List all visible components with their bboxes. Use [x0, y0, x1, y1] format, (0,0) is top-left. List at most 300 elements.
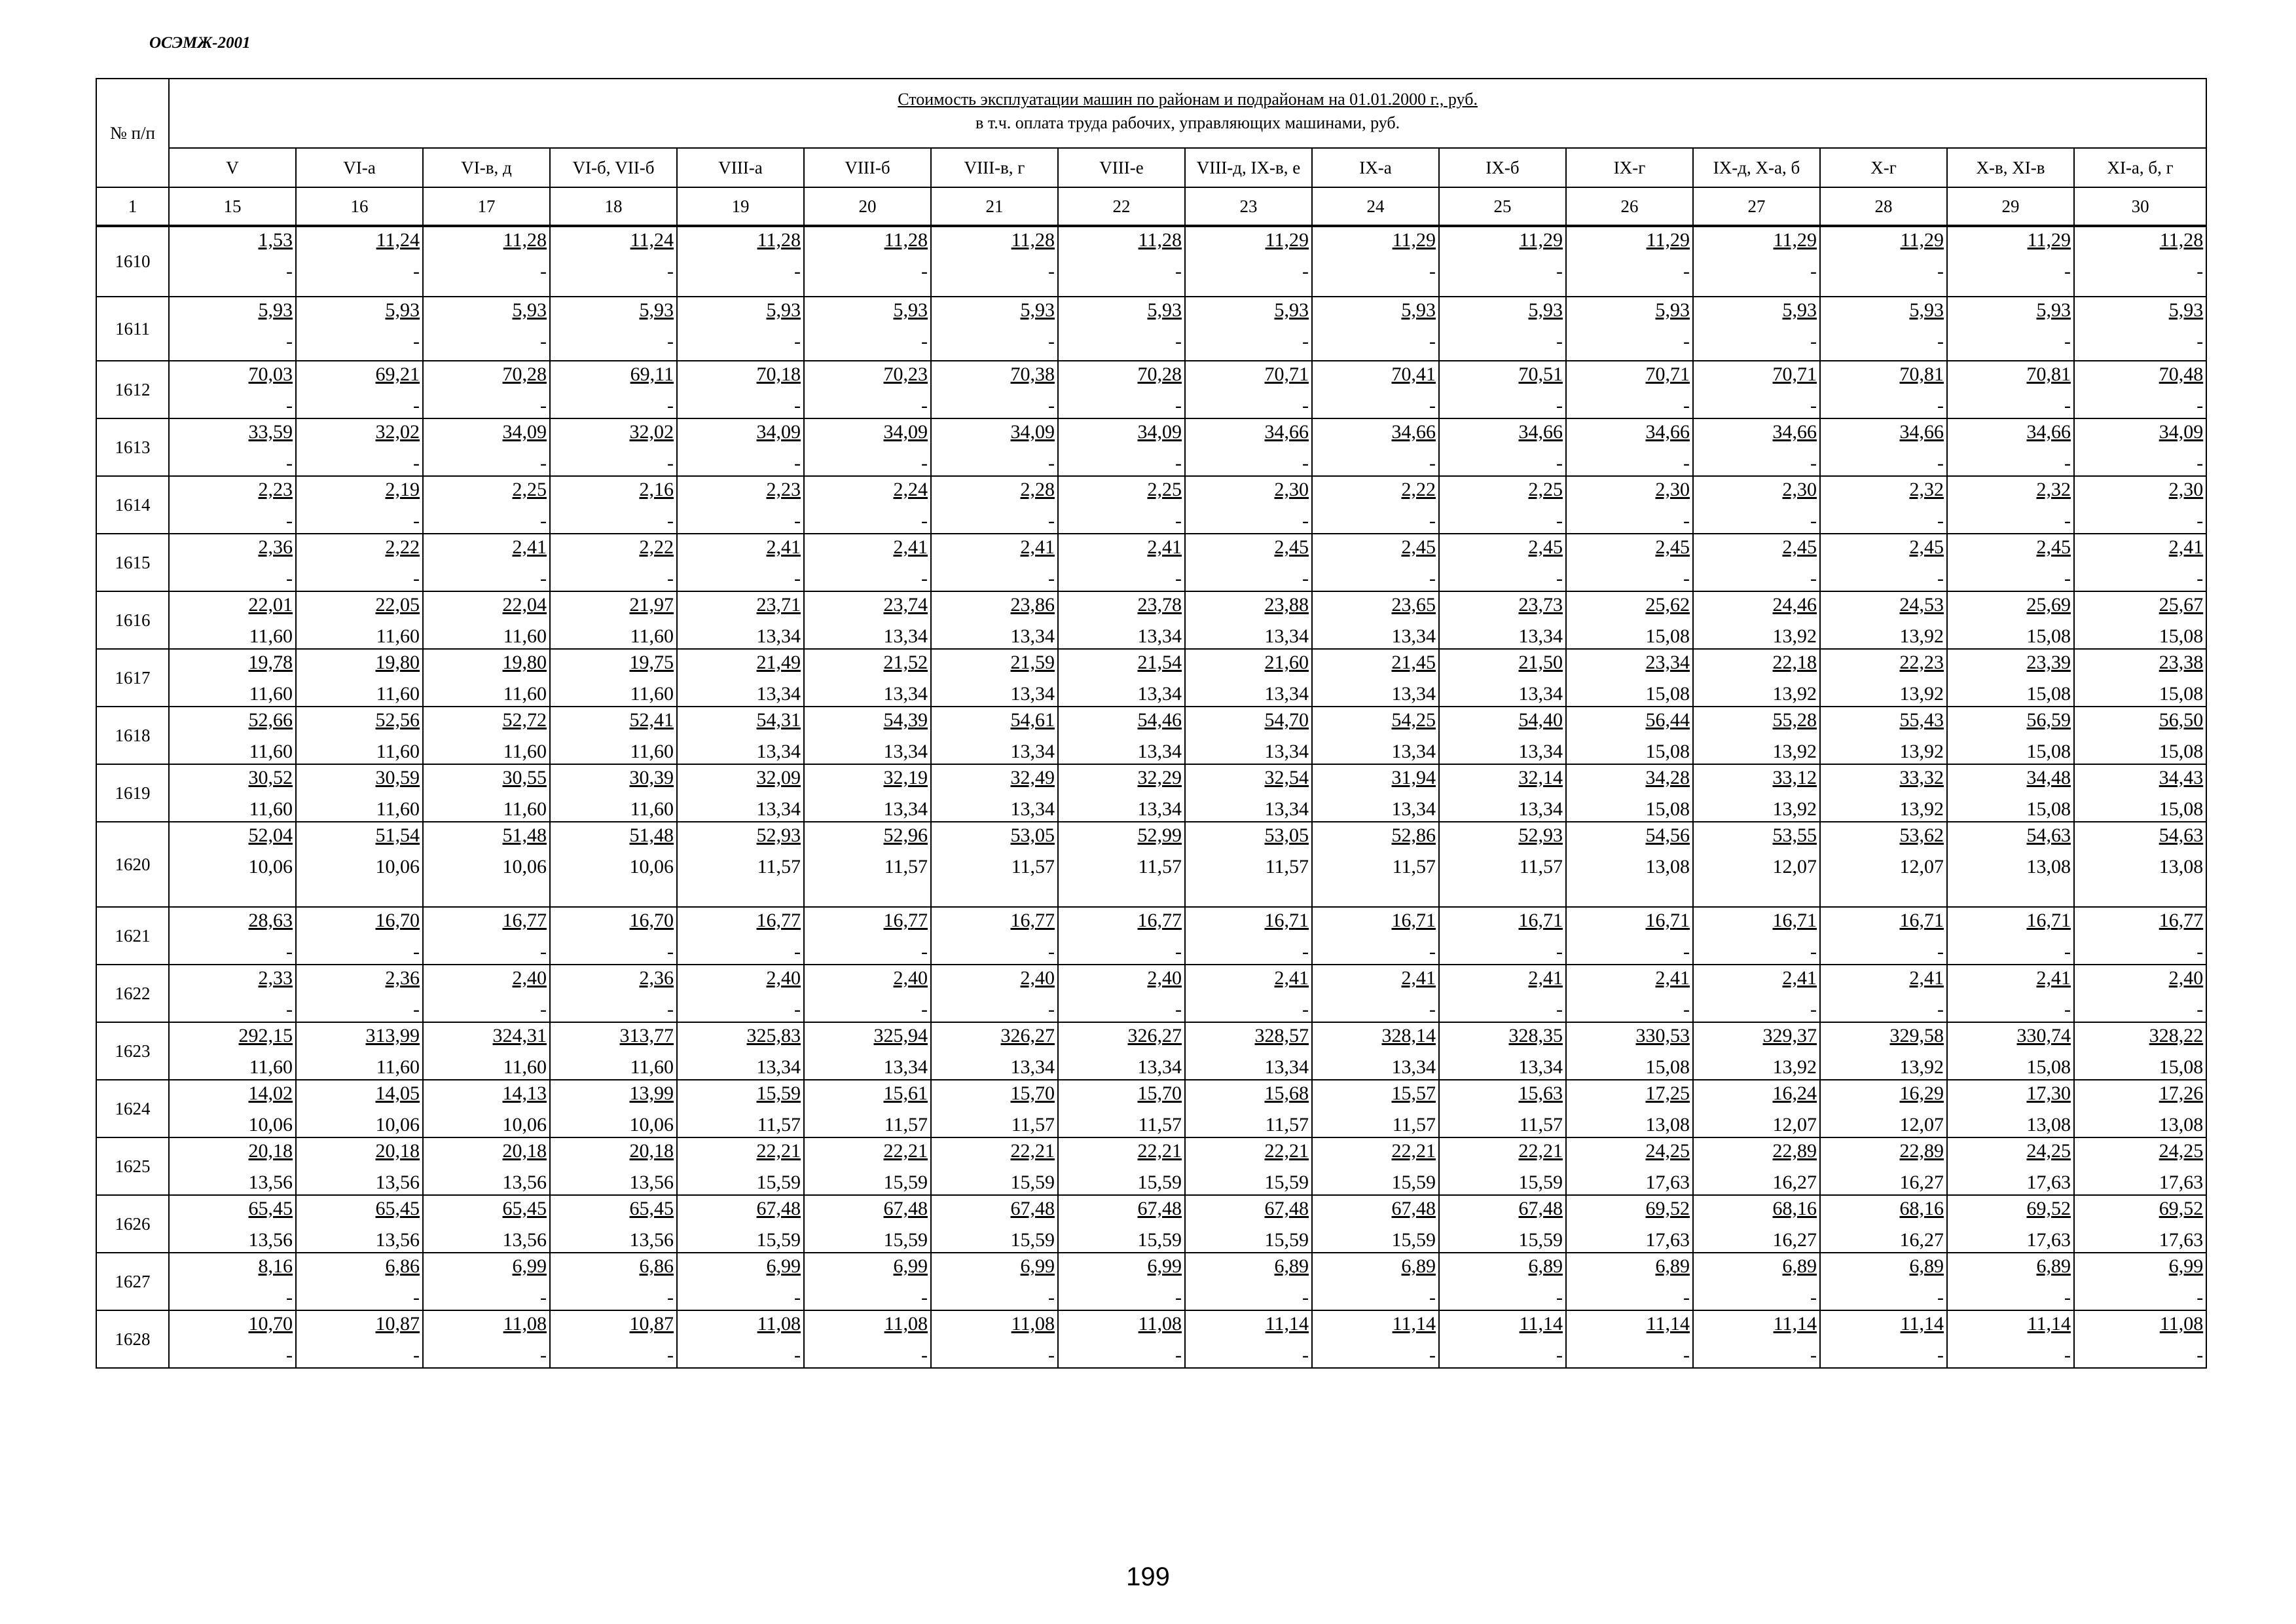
- operating-cost-value: 25,67: [2159, 594, 2204, 616]
- value-cell: [1947, 534, 2074, 591]
- value-cell: [804, 764, 931, 822]
- operating-cost-value: 326,27: [1000, 1025, 1055, 1046]
- region-header: IX-д, X-а, б: [1693, 148, 1820, 187]
- labor-cost-value: 11,60: [630, 683, 674, 705]
- value-cell: [1693, 591, 1820, 649]
- value-cell: [1693, 649, 1820, 707]
- value-cell: [677, 476, 804, 534]
- labor-cost-value: 13,34: [1391, 625, 1436, 647]
- operating-cost-value: 30,59: [375, 767, 420, 788]
- labor-cost-value: 12,07: [1899, 856, 1944, 877]
- value-cell: [804, 1310, 931, 1368]
- labor-cost-value: 13,34: [1137, 798, 1182, 820]
- operating-cost-value: 24,25: [1645, 1140, 1690, 1162]
- operating-cost-value: 67,48: [1264, 1198, 1309, 1219]
- value-cell: [169, 907, 296, 965]
- value-cell: [423, 1310, 550, 1368]
- operating-cost-value: 10,70: [248, 1313, 293, 1335]
- labor-cost-value: 11,57: [1138, 1114, 1182, 1135]
- operating-cost-value: 328,57: [1254, 1025, 1309, 1046]
- labor-cost-value: -: [413, 1287, 420, 1308]
- value-cell: [931, 649, 1058, 707]
- value-cell: [931, 418, 1058, 476]
- labor-cost-value: -: [540, 1344, 547, 1366]
- labor-cost-value: 13,56: [248, 1172, 293, 1193]
- labor-cost-value: -: [1810, 261, 1817, 282]
- operating-cost-value: 30,52: [248, 767, 293, 788]
- row-code: 1613: [96, 418, 169, 476]
- labor-cost-value: -: [1302, 452, 1309, 474]
- labor-cost-value: -: [1429, 261, 1436, 282]
- labor-cost-value: -: [2064, 452, 2071, 474]
- column-number: 21: [931, 187, 1058, 226]
- operating-cost-value: 33,12: [1772, 767, 1817, 788]
- labor-cost-value: -: [1175, 1287, 1182, 1308]
- labor-cost-value: -: [1302, 261, 1309, 282]
- labor-cost-value: -: [667, 568, 674, 589]
- value-cell: [550, 907, 677, 965]
- operating-cost-value: 2,36: [639, 967, 674, 989]
- value-cell: [1820, 1195, 1947, 1253]
- operating-cost-value: 6,99: [893, 1255, 928, 1277]
- operating-cost-value: 30,55: [502, 767, 547, 788]
- labor-cost-value: -: [1556, 510, 1563, 532]
- value-cell: [296, 1253, 423, 1310]
- operating-cost-value: 23,34: [1645, 652, 1690, 673]
- value-cell: [2074, 534, 2206, 591]
- labor-cost-value: 15,59: [1391, 1229, 1436, 1251]
- value-cell: [550, 1080, 677, 1137]
- value-cell: [1947, 226, 2074, 297]
- labor-cost-value: -: [1048, 999, 1055, 1020]
- labor-cost-value: -: [413, 941, 420, 963]
- row-code: 1618: [96, 707, 169, 764]
- operating-cost-value: 15,63: [1518, 1082, 1563, 1104]
- labor-cost-value: -: [413, 261, 420, 282]
- labor-cost-value: 13,56: [248, 1229, 293, 1251]
- value-cell: [804, 1195, 931, 1253]
- region-header: IX-б: [1439, 148, 1566, 187]
- operating-cost-value: 2,41: [1020, 536, 1055, 558]
- value-cell: [1566, 907, 1693, 965]
- operating-cost-value: 32,54: [1264, 767, 1309, 788]
- value-cell: [1058, 907, 1185, 965]
- labor-cost-value: -: [794, 452, 801, 474]
- labor-cost-value: 15,59: [1391, 1172, 1436, 1193]
- operating-cost-value: 16,71: [1772, 910, 1817, 931]
- operating-cost-value: 6,99: [766, 1255, 801, 1277]
- labor-cost-value: 15,59: [1518, 1172, 1563, 1193]
- value-cell: [1185, 907, 1312, 965]
- value-cell: [423, 534, 550, 591]
- labor-cost-value: 11,57: [1011, 1114, 1055, 1135]
- labor-cost-value: -: [1810, 568, 1817, 589]
- value-cell: [1439, 1080, 1566, 1137]
- value-cell: [931, 822, 1058, 907]
- labor-cost-value: -: [540, 568, 547, 589]
- operating-cost-value: 11,08: [1138, 1313, 1182, 1335]
- operating-cost-value: 15,61: [883, 1082, 928, 1104]
- region-header: IX-г: [1566, 148, 1693, 187]
- labor-cost-value: -: [2196, 452, 2204, 474]
- operating-cost-value: 17,25: [1645, 1082, 1690, 1104]
- value-cell: [677, 1253, 804, 1310]
- operating-cost-value: 2,40: [2168, 967, 2204, 989]
- operating-cost-value: 5,93: [766, 299, 801, 321]
- value-cell: [677, 361, 804, 418]
- operating-cost-value: 2,30: [1655, 479, 1690, 500]
- value-cell: [2074, 1253, 2206, 1310]
- value-cell: [1439, 822, 1566, 907]
- value-cell: [804, 361, 931, 418]
- operating-cost-value: 2,24: [893, 479, 928, 500]
- operating-cost-value: 56,59: [2026, 709, 2071, 731]
- value-cell: [550, 822, 677, 907]
- operating-cost-value: 67,48: [1137, 1198, 1182, 1219]
- value-cell: [1058, 297, 1185, 361]
- value-cell: [296, 476, 423, 534]
- operating-cost-value: 56,50: [2159, 709, 2204, 731]
- value-cell: [931, 764, 1058, 822]
- operating-cost-value: 5,93: [639, 299, 674, 321]
- operating-cost-value: 15,57: [1391, 1082, 1436, 1104]
- operating-cost-value: 15,70: [1010, 1082, 1055, 1104]
- labor-cost-value: -: [1683, 568, 1690, 589]
- labor-cost-value: -: [413, 568, 420, 589]
- labor-cost-value: 13,92: [1772, 1056, 1817, 1078]
- labor-cost-value: -: [1937, 395, 1944, 416]
- operating-cost-value: 16,29: [1899, 1082, 1944, 1104]
- labor-cost-value: -: [1175, 941, 1182, 963]
- operating-cost-value: 324,31: [492, 1025, 547, 1046]
- value-cell: [1185, 649, 1312, 707]
- value-cell: [1185, 476, 1312, 534]
- value-cell: [677, 1137, 804, 1195]
- value-cell: [1947, 1310, 2074, 1368]
- labor-cost-value: -: [1937, 452, 1944, 474]
- value-cell: [1439, 1253, 1566, 1310]
- row-code: 1624: [96, 1080, 169, 1137]
- operating-cost-value: 70,41: [1391, 363, 1436, 385]
- labor-cost-value: -: [1048, 331, 1055, 352]
- operating-cost-value: 23,86: [1010, 594, 1055, 616]
- labor-cost-value: 13,34: [883, 741, 928, 762]
- operating-cost-value: 329,37: [1762, 1025, 1817, 1046]
- operating-cost-value: 329,58: [1889, 1025, 1944, 1046]
- operating-cost-value: 11,08: [503, 1313, 547, 1335]
- value-cell: [1312, 1195, 1439, 1253]
- value-cell: [1185, 418, 1312, 476]
- operating-cost-value: 24,25: [2159, 1140, 2204, 1162]
- value-cell: [423, 649, 550, 707]
- value-cell: [2074, 907, 2206, 965]
- operating-cost-value: 52,93: [756, 824, 801, 846]
- labor-cost-value: 15,08: [1645, 741, 1690, 762]
- labor-cost-value: 15,08: [2026, 1056, 2071, 1078]
- operating-cost-value: 2,40: [893, 967, 928, 989]
- labor-cost-value: 10,06: [629, 1114, 674, 1135]
- operating-cost-value: 21,45: [1391, 652, 1436, 673]
- value-cell: [1185, 1022, 1312, 1080]
- table-row: [96, 649, 2206, 707]
- labor-cost-value: 15,59: [1137, 1229, 1182, 1251]
- labor-cost-value: -: [2064, 1344, 2071, 1366]
- operating-cost-value: 70,03: [248, 363, 293, 385]
- operating-cost-value: 11,14: [1392, 1313, 1436, 1335]
- labor-cost-value: 11,60: [630, 798, 674, 820]
- operating-cost-value: 70,71: [1772, 363, 1817, 385]
- labor-cost-value: 13,34: [1518, 798, 1563, 820]
- labor-cost-value: -: [1048, 1344, 1055, 1366]
- operating-cost-value: 328,35: [1508, 1025, 1563, 1046]
- labor-cost-value: -: [286, 261, 293, 282]
- operating-cost-value: 67,48: [1391, 1198, 1436, 1219]
- labor-cost-value: -: [1175, 1344, 1182, 1366]
- value-cell: [1058, 649, 1185, 707]
- operating-cost-value: 326,27: [1127, 1025, 1182, 1046]
- operating-cost-value: 54,39: [883, 709, 928, 731]
- labor-cost-value: 17,63: [1645, 1172, 1690, 1193]
- labor-cost-value: 15,08: [1645, 798, 1690, 820]
- operating-cost-value: 8,16: [258, 1255, 293, 1277]
- operating-cost-value: 22,89: [1899, 1140, 1944, 1162]
- operating-cost-value: 54,63: [2159, 824, 2204, 846]
- value-cell: [1947, 297, 2074, 361]
- labor-cost-value: -: [1429, 1287, 1436, 1308]
- cost-table: [96, 78, 2207, 1369]
- value-cell: [1947, 1253, 2074, 1310]
- row-code: 1620: [96, 822, 169, 907]
- operating-cost-value: 21,97: [629, 594, 674, 616]
- labor-cost-value: 11,60: [249, 741, 293, 762]
- operating-cost-value: 328,22: [2149, 1025, 2204, 1046]
- labor-cost-value: -: [1048, 1287, 1055, 1308]
- value-cell: [423, 1137, 550, 1195]
- labor-cost-value: 15,59: [1264, 1229, 1309, 1251]
- value-cell: [1058, 1080, 1185, 1137]
- column-number: 24: [1312, 187, 1439, 226]
- value-cell: [550, 707, 677, 764]
- table-row: [96, 297, 2206, 361]
- value-cell: [423, 1195, 550, 1253]
- value-cell: [677, 1022, 804, 1080]
- operating-cost-value: 2,16: [639, 479, 674, 500]
- value-cell: [169, 1080, 296, 1137]
- table-row: [96, 418, 2206, 476]
- labor-cost-value: -: [1810, 999, 1817, 1020]
- value-cell: [1185, 764, 1312, 822]
- value-cell: [931, 591, 1058, 649]
- column-number: 20: [804, 187, 931, 226]
- labor-cost-value: 11,60: [630, 1056, 674, 1078]
- labor-cost-value: -: [1556, 331, 1563, 352]
- labor-cost-value: 11,57: [1519, 856, 1563, 877]
- value-cell: [1947, 707, 2074, 764]
- operating-cost-value: 2,45: [1655, 536, 1690, 558]
- value-cell: [1947, 1195, 2074, 1253]
- labor-cost-value: 10,06: [502, 1114, 547, 1135]
- labor-cost-value: -: [1683, 1344, 1690, 1366]
- labor-cost-value: 13,08: [2159, 1114, 2204, 1135]
- labor-cost-value: 13,92: [1899, 1056, 1944, 1078]
- labor-cost-value: -: [921, 1344, 928, 1366]
- labor-cost-value: 13,92: [1899, 798, 1944, 820]
- labor-cost-value: 13,92: [1772, 683, 1817, 705]
- value-cell: [169, 965, 296, 1022]
- labor-cost-value: -: [921, 261, 928, 282]
- operating-cost-value: 6,86: [385, 1255, 420, 1277]
- labor-cost-value: 13,34: [883, 683, 928, 705]
- value-cell: [1820, 297, 1947, 361]
- value-cell: [1185, 707, 1312, 764]
- value-cell: [550, 1137, 677, 1195]
- operating-cost-value: 2,30: [1274, 479, 1309, 500]
- labor-cost-value: 13,34: [1391, 1056, 1436, 1078]
- labor-cost-value: -: [286, 999, 293, 1020]
- value-cell: [677, 965, 804, 1022]
- labor-cost-value: 11,57: [884, 856, 928, 877]
- labor-cost-value: 13,34: [1010, 683, 1055, 705]
- operating-cost-value: 23,71: [756, 594, 801, 616]
- value-cell: [1947, 649, 2074, 707]
- labor-cost-value: -: [540, 331, 547, 352]
- value-cell: [1566, 226, 1693, 297]
- labor-cost-value: -: [1429, 331, 1436, 352]
- labor-cost-value: 15,08: [2026, 741, 2071, 762]
- operating-cost-value: 11,28: [884, 229, 928, 251]
- labor-cost-value: -: [1937, 568, 1944, 589]
- operating-cost-value: 33,59: [248, 421, 293, 443]
- table-row: [96, 965, 2206, 1022]
- value-cell: [1439, 1310, 1566, 1368]
- table-row: [96, 822, 2206, 907]
- table-row: [96, 1137, 2206, 1195]
- operating-cost-value: 328,14: [1381, 1025, 1436, 1046]
- value-cell: [2074, 476, 2206, 534]
- value-cell: [1058, 1310, 1185, 1368]
- value-cell: [1820, 1310, 1947, 1368]
- operating-cost-value: 10,87: [629, 1313, 674, 1335]
- row-code: 1615: [96, 534, 169, 591]
- operating-cost-value: 2,22: [1401, 479, 1436, 500]
- operating-cost-value: 2,28: [1020, 479, 1055, 500]
- region-header: VI-в, д: [423, 148, 550, 187]
- labor-cost-value: -: [1810, 1344, 1817, 1366]
- labor-cost-value: 15,59: [1518, 1229, 1563, 1251]
- operating-cost-value: 67,48: [756, 1198, 801, 1219]
- row-code: 1623: [96, 1022, 169, 1080]
- operating-cost-value: 330,53: [1635, 1025, 1690, 1046]
- labor-cost-value: -: [2196, 1344, 2204, 1366]
- value-cell: [1312, 1253, 1439, 1310]
- labor-cost-value: -: [413, 452, 420, 474]
- value-cell: [296, 1022, 423, 1080]
- value-cell: [1566, 534, 1693, 591]
- table-row: [96, 534, 2206, 591]
- labor-cost-value: -: [794, 1287, 801, 1308]
- labor-cost-value: 10,06: [248, 1114, 293, 1135]
- value-cell: [1312, 361, 1439, 418]
- value-cell: [1185, 965, 1312, 1022]
- operating-cost-value: 34,66: [1264, 421, 1309, 443]
- operating-cost-value: 51,48: [629, 824, 674, 846]
- labor-cost-value: 15,59: [756, 1172, 801, 1193]
- operating-cost-value: 70,28: [502, 363, 547, 385]
- value-cell: [1439, 226, 1566, 297]
- value-cell: [677, 764, 804, 822]
- column-number: 27: [1693, 187, 1820, 226]
- operating-cost-value: 11,08: [2159, 1313, 2204, 1335]
- labor-cost-value: 13,34: [1264, 741, 1309, 762]
- value-cell: [550, 1022, 677, 1080]
- operating-cost-value: 68,16: [1899, 1198, 1944, 1219]
- labor-cost-value: -: [794, 331, 801, 352]
- operating-cost-value: 5,93: [1909, 299, 1944, 321]
- labor-cost-value: 16,27: [1772, 1229, 1817, 1251]
- value-cell: [2074, 965, 2206, 1022]
- labor-cost-value: 11,60: [249, 1056, 293, 1078]
- value-cell: [296, 764, 423, 822]
- labor-cost-value: 13,92: [1772, 798, 1817, 820]
- operating-cost-value: 5,93: [1020, 299, 1055, 321]
- operating-cost-value: 2,41: [893, 536, 928, 558]
- labor-cost-value: -: [1937, 999, 1944, 1020]
- value-cell: [296, 707, 423, 764]
- value-cell: [804, 226, 931, 297]
- operating-cost-value: 23,74: [883, 594, 928, 616]
- operating-cost-value: 53,05: [1264, 824, 1309, 846]
- value-cell: [169, 476, 296, 534]
- value-cell: [423, 297, 550, 361]
- labor-cost-value: -: [413, 1344, 420, 1366]
- operating-cost-value: 6,89: [1655, 1255, 1690, 1277]
- labor-cost-value: 13,34: [756, 798, 801, 820]
- labor-cost-value: 13,34: [1391, 798, 1436, 820]
- labor-cost-value: 11,60: [503, 798, 547, 820]
- value-cell: [1566, 764, 1693, 822]
- operating-cost-value: 5,93: [1655, 299, 1690, 321]
- labor-cost-value: -: [667, 510, 674, 532]
- labor-cost-value: -: [1175, 331, 1182, 352]
- labor-cost-value: -: [286, 568, 293, 589]
- column-number: 28: [1820, 187, 1947, 226]
- operating-cost-value: 16,77: [502, 910, 547, 931]
- value-cell: [1058, 591, 1185, 649]
- labor-cost-value: 13,56: [629, 1229, 674, 1251]
- region-header: X-в, XI-в: [1947, 148, 2074, 187]
- operating-cost-value: 2,36: [385, 967, 420, 989]
- operating-cost-value: 67,48: [883, 1198, 928, 1219]
- operating-cost-value: 54,56: [1645, 824, 1690, 846]
- operating-cost-value: 21,54: [1137, 652, 1182, 673]
- labor-cost-value: 16,27: [1772, 1172, 1817, 1193]
- labor-cost-value: -: [1556, 568, 1563, 589]
- labor-cost-value: 11,60: [376, 1056, 420, 1078]
- value-cell: [1312, 1022, 1439, 1080]
- labor-cost-value: 13,34: [1010, 625, 1055, 647]
- operating-cost-value: 31,94: [1391, 767, 1436, 788]
- labor-cost-value: -: [1048, 941, 1055, 963]
- labor-cost-value: 13,34: [1518, 1056, 1563, 1078]
- value-cell: [1947, 764, 2074, 822]
- value-cell: [1185, 534, 1312, 591]
- row-code: 1625: [96, 1137, 169, 1195]
- operating-cost-value: 11,24: [630, 229, 674, 251]
- labor-cost-value: -: [1937, 1287, 1944, 1308]
- value-cell: [1566, 1253, 1693, 1310]
- operating-cost-value: 16,77: [1137, 910, 1182, 931]
- labor-cost-value: -: [540, 395, 547, 416]
